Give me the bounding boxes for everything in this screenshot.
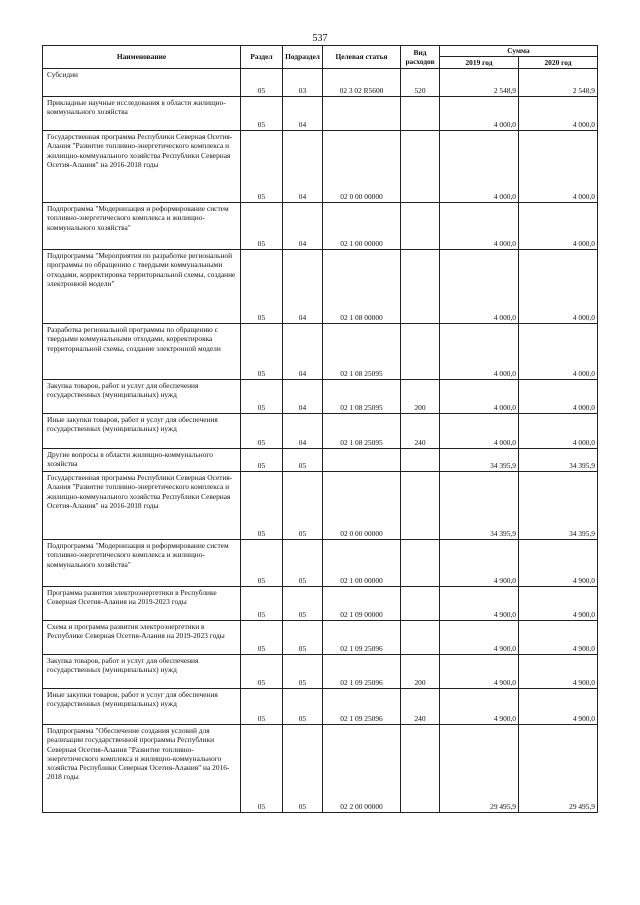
header-year-2019: 2019 год (440, 57, 519, 69)
row-sum-2019: 4 000,0 (440, 250, 519, 324)
row-subsection: 05 (283, 621, 323, 655)
table-row (43, 689, 598, 725)
table-row (43, 203, 598, 250)
table-row (43, 587, 598, 621)
row-name: Субсидии (43, 69, 241, 97)
row-sum-2020: 4 900,0 (519, 689, 598, 725)
table-row (43, 324, 598, 380)
row-sum-2020: 29 495,9 (519, 725, 598, 813)
row-target-article: 02 0 00 00000 (323, 472, 401, 540)
table-row (43, 250, 598, 324)
row-section: 05 (241, 324, 283, 380)
row-sum-2020: 34 395,9 (519, 449, 598, 472)
row-sum-2019: 4 000,0 (440, 131, 519, 203)
row-expense-type (401, 472, 440, 540)
row-name: Схема и программа развития электроэнергетики в Республике Северная Осетия-Алания на 2019-2023 годы (43, 621, 241, 655)
row-section: 05 (241, 69, 283, 97)
row-target-article (323, 449, 401, 472)
header-section: Раздел (241, 46, 283, 69)
row-target-article: 02 1 09 25096 (323, 621, 401, 655)
row-sum-2019: 34 395,9 (440, 472, 519, 540)
page-number: 537 (312, 33, 328, 44)
table-row (43, 449, 598, 472)
row-subsection: 04 (283, 380, 323, 414)
row-section: 05 (241, 250, 283, 324)
row-sum-2019: 4 000,0 (440, 97, 519, 131)
row-name: Подпрограмма "Мероприятия по разработке региональной программы по обращению с твердыми коммунальными отходами, корректировка территориальной схемы, создание электронной модели" (43, 250, 241, 324)
row-sum-2020: 4 000,0 (519, 324, 598, 380)
row-section: 05 (241, 540, 283, 587)
row-target-article: 02 1 08 00000 (323, 250, 401, 324)
header-subsection: Подраздел (283, 46, 323, 69)
row-target-article: 02 1 09 00000 (323, 587, 401, 621)
row-sum-2020: 4 900,0 (519, 587, 598, 621)
row-sum-2019: 4 900,0 (440, 621, 519, 655)
table-row (43, 131, 598, 203)
row-subsection: 05 (283, 689, 323, 725)
row-subsection: 05 (283, 540, 323, 587)
row-sum-2019: 4 000,0 (440, 414, 519, 449)
row-sum-2019: 4 900,0 (440, 655, 519, 689)
header-name: Наименование (43, 46, 241, 69)
row-section: 05 (241, 655, 283, 689)
row-sum-2020: 4 900,0 (519, 621, 598, 655)
row-name: Иные закупки товаров, работ и услуг для обеспечения государственных (муниципальных) нужд (43, 414, 241, 449)
row-target-article: 02 1 09 25096 (323, 689, 401, 725)
row-subsection: 04 (283, 131, 323, 203)
row-sum-2019: 4 000,0 (440, 203, 519, 250)
row-target-article: 02 1 09 25096 (323, 655, 401, 689)
row-name: Иные закупки товаров, работ и услуг для обеспечения государственных (муниципальных) нужд (43, 689, 241, 725)
row-subsection: 05 (283, 472, 323, 540)
row-sum-2019: 4 000,0 (440, 324, 519, 380)
table-row (43, 69, 598, 97)
row-expense-type (401, 587, 440, 621)
row-sum-2020: 4 900,0 (519, 540, 598, 587)
row-subsection: 04 (283, 414, 323, 449)
row-subsection: 04 (283, 97, 323, 131)
table-row (43, 472, 598, 540)
row-expense-type: 200 (401, 380, 440, 414)
row-sum-2020: 4 000,0 (519, 380, 598, 414)
row-expense-type (401, 131, 440, 203)
row-target-article: 02 2 00 00000 (323, 725, 401, 813)
row-subsection: 04 (283, 250, 323, 324)
row-expense-type (401, 540, 440, 587)
table-row (43, 655, 598, 689)
row-expense-type: 240 (401, 414, 440, 449)
row-section: 05 (241, 380, 283, 414)
row-sum-2020: 4 000,0 (519, 414, 598, 449)
row-sum-2019: 4 900,0 (440, 689, 519, 725)
row-expense-type (401, 449, 440, 472)
row-name: Другие вопросы в области жилищно-коммунального хозяйства (43, 449, 241, 472)
row-sum-2020: 34 395,9 (519, 472, 598, 540)
row-section: 05 (241, 587, 283, 621)
table-row (43, 540, 598, 587)
row-subsection: 05 (283, 725, 323, 813)
row-expense-type: 200 (401, 655, 440, 689)
row-target-article: 02 1 08 25095 (323, 414, 401, 449)
row-sum-2019: 2 548,9 (440, 69, 519, 97)
row-name: Государственная программа Республики Северная Осетия-Алания "Развитие топливно-энергетического комплекса и жилищно-коммунального хозяйства Республики Северная Осетия-Алания" на 2016-2018 годы (43, 472, 241, 540)
header-expense-type: Вид расходов (401, 46, 440, 69)
row-subsection: 04 (283, 203, 323, 250)
row-section: 05 (241, 203, 283, 250)
row-sum-2020: 4 000,0 (519, 203, 598, 250)
row-target-article (323, 97, 401, 131)
header-sum: Сумма (440, 46, 598, 57)
row-name: Подпрограмма "Обеспечение создания условий для реализации государственной программы Республики Северная Осетия-Алания "Развитие топливно-энергетического комплекса и жилищно-коммунального хозяйства Республики Северная Осетия-Алания" на 2016-2018 годы (43, 725, 241, 813)
row-sum-2019: 4 000,0 (440, 380, 519, 414)
row-subsection: 05 (283, 655, 323, 689)
row-name: Программа развития электроэнергетики в Республике Северная Осетия-Алания на 2019-2023 годы (43, 587, 241, 621)
row-target-article: 02 1 08 25095 (323, 324, 401, 380)
row-name: Подпрограмма "Модернизация и реформирование систем топливно-энергетического комплекса и жилищно-коммунального хозяйства" (43, 540, 241, 587)
row-section: 05 (241, 621, 283, 655)
header-target-article: Целевая статья (323, 46, 401, 69)
row-section: 05 (241, 449, 283, 472)
table-row (43, 97, 598, 131)
row-sum-2020: 4 000,0 (519, 250, 598, 324)
row-subsection: 05 (283, 449, 323, 472)
row-name: Разработка региональной программы по обращению с твердыми коммунальными отходами, корректировка территориальной схемы, создание электронной модели (43, 324, 241, 380)
row-section: 05 (241, 725, 283, 813)
row-sum-2019: 29 495,9 (440, 725, 519, 813)
table-row (43, 380, 598, 414)
row-expense-type (401, 203, 440, 250)
header-year-2020: 2020 год (519, 57, 598, 69)
table-row (43, 414, 598, 449)
row-target-article: 02 1 08 25095 (323, 380, 401, 414)
row-expense-type (401, 621, 440, 655)
row-section: 05 (241, 414, 283, 449)
row-expense-type: 520 (401, 69, 440, 97)
table-body (43, 69, 598, 813)
row-name: Государственная программа Республики Северная Осетия-Алания "Развитие топливно-энергетического комплекса и жилищно-коммунального хозяйства Республики Северная Осетия-Алания" на 2016-2018 годы (43, 131, 241, 203)
budget-table (42, 45, 598, 813)
table-row (43, 621, 598, 655)
table-row (43, 725, 598, 813)
row-name: Прикладные научные исследования в области жилищно-коммунального хозяйства (43, 97, 241, 131)
row-expense-type (401, 725, 440, 813)
row-target-article: 02 1 00 00000 (323, 540, 401, 587)
row-subsection: 05 (283, 587, 323, 621)
row-sum-2019: 4 900,0 (440, 540, 519, 587)
row-sum-2020: 4 000,0 (519, 97, 598, 131)
row-expense-type (401, 250, 440, 324)
row-sum-2020: 4 900,0 (519, 655, 598, 689)
row-sum-2019: 4 900,0 (440, 587, 519, 621)
row-section: 05 (241, 131, 283, 203)
row-target-article: 02 3 02 R5600 (323, 69, 401, 97)
row-sum-2020: 2 548,9 (519, 69, 598, 97)
row-name: Закупка товаров, работ и услуг для обеспечения государственных (муниципальных) нужд (43, 380, 241, 414)
row-subsection: 03 (283, 69, 323, 97)
row-section: 05 (241, 472, 283, 540)
row-subsection: 04 (283, 324, 323, 380)
row-target-article: 02 1 00 00000 (323, 203, 401, 250)
row-section: 05 (241, 689, 283, 725)
row-sum-2020: 4 000,0 (519, 131, 598, 203)
row-expense-type: 240 (401, 689, 440, 725)
row-section: 05 (241, 97, 283, 131)
row-expense-type (401, 324, 440, 380)
row-target-article: 02 0 00 00000 (323, 131, 401, 203)
row-sum-2019: 34 395,9 (440, 449, 519, 472)
row-name: Подпрограмма "Модернизация и реформирование систем топливно-энергетического комплекса и жилищно-коммунального хозяйства" (43, 203, 241, 250)
row-name: Закупка товаров, работ и услуг для обеспечения государственных (муниципальных) нужд (43, 655, 241, 689)
row-expense-type (401, 97, 440, 131)
